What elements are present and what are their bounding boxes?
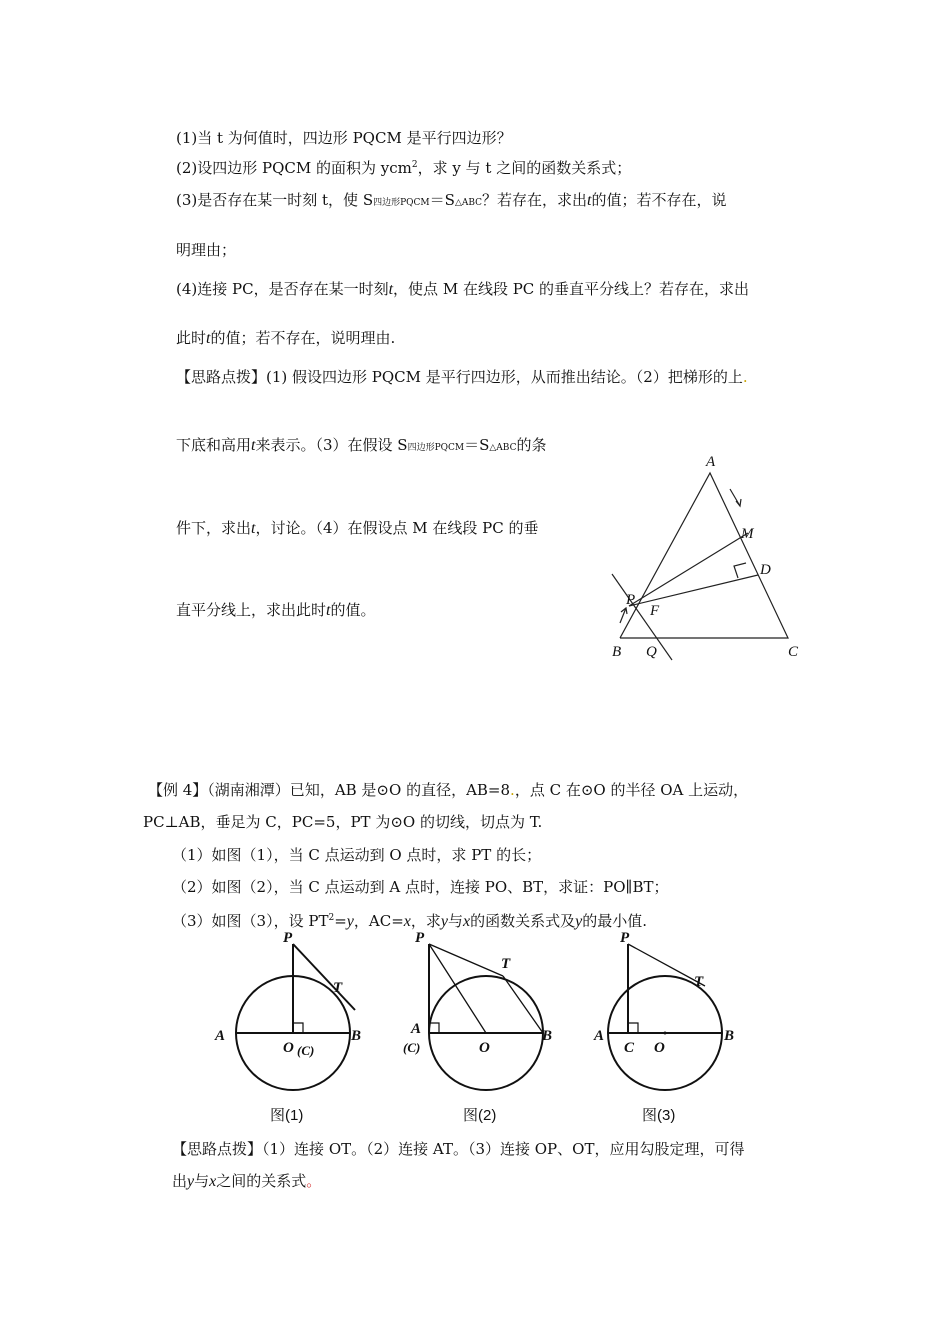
hint-line-1 — [176, 367, 748, 387]
segment-pm — [629, 533, 748, 606]
fig1-label-o: O — [283, 1040, 294, 1056]
right-angle-mark — [734, 563, 746, 578]
q4-text: (4)连接 PC，是否存在某一时刻 — [176, 280, 389, 298]
segment-pd — [629, 575, 758, 606]
ex4s3-var-y: y — [346, 913, 354, 930]
ex4s3-var-y2: y — [440, 913, 449, 930]
hint-ex4-line-1: 【思路点拨】（1）连接 OT。（2）连接 AT。（3）连接 OP、OT，应用勾股定理，可得 — [172, 1140, 745, 1158]
fig2-label-p: P — [415, 930, 425, 946]
fig2-label-a: A — [411, 1021, 422, 1037]
hint3-var-t: t — [251, 520, 256, 537]
ex4s3-sup: 2 — [328, 913, 335, 923]
q4-rest: ，使点 M 在线段 PC 的垂直平分线上？若存在，求出 — [393, 280, 750, 298]
q2-text-end: ，求 y 与 t 之间的函数关系式； — [417, 159, 632, 177]
hint2-var-t: t — [251, 437, 256, 454]
q3-subscript-1: 四边形PQCM — [373, 198, 430, 208]
question-1: (1)当 t 为何值时，四边形 PQCM 是平行四边形？ — [176, 129, 512, 147]
fig1-label-a: A — [215, 1028, 226, 1044]
q3-var-t: t — [587, 192, 592, 209]
ex4s3-g: 的最小值. — [582, 912, 648, 930]
label-d: D — [760, 562, 771, 578]
fig1-label-p: P — [283, 930, 293, 946]
hint4-text: 直平分线上，求出此时 — [176, 601, 327, 619]
q3-subscript-2: △ABC — [454, 198, 483, 208]
fig3-label-a: A — [594, 1028, 605, 1044]
triangle-abc — [620, 473, 788, 638]
fig2-label-b: B — [542, 1028, 553, 1044]
question-2 — [176, 155, 631, 178]
q4c-var-t: t — [206, 330, 211, 347]
center-point-o — [664, 1032, 667, 1035]
circle-figure-2 — [395, 930, 570, 1130]
fig2-label-t: T — [501, 956, 511, 972]
example-4-sub-3 — [172, 908, 647, 932]
fig1-label-c: (C) — [297, 1043, 315, 1058]
hint6-var-y: y — [187, 1173, 195, 1190]
ex4s3-c: ，AC= — [353, 912, 404, 930]
fig1-label-t: T — [333, 980, 343, 996]
q3-text: 3)是否存在某一时刻 t，使 S — [181, 191, 374, 209]
q3-eq: ＝S — [429, 191, 455, 209]
label-q: Q — [646, 644, 657, 660]
hint4-rest: 的值。 — [330, 601, 376, 619]
example-4-sub-1: （1）如图（1），当 C 点运动到 O 点时，求 PT 的长； — [172, 846, 542, 864]
q2-superscript: 2 — [411, 160, 418, 170]
hint-line-2 — [176, 435, 547, 458]
hint2-end: 的条 — [516, 436, 547, 454]
hint1-text: 【思路点拨】(1) 假设四边形 PQCM 是平行四边形，从而推出结论。（2）把梯形的上 — [176, 368, 743, 386]
q3-ask: ？若存在，求出 — [482, 191, 588, 209]
tangent-pt — [429, 944, 503, 976]
fig2-label-o: O — [479, 1040, 490, 1056]
fig3-label-t: T — [694, 974, 704, 990]
fig3-label-c: C — [624, 1040, 635, 1056]
hint-line-4 — [176, 600, 375, 621]
q4c-rest: 的值；若不存在，说明理由. — [210, 329, 396, 347]
question-3 — [176, 190, 727, 213]
example-4-sub-2: （2）如图（2），当 C 点运动到 A 点时，连接 PO、BT，求证：PO∥BT； — [172, 878, 669, 896]
ex4s3-e: 与 — [448, 912, 464, 930]
hint-line-3 — [176, 518, 539, 539]
ex4s3-d: ，求 — [410, 912, 441, 930]
hint4-var-t: t — [326, 602, 331, 619]
fig2-label-c: (C) — [403, 1040, 421, 1055]
triangle-figure — [600, 448, 820, 663]
q3-paren: ( — [176, 191, 182, 209]
question-4-continued — [176, 328, 395, 349]
ex4s3-a: （3）如图（3），设 PT — [172, 912, 329, 930]
ex4s3-var-x2: x — [463, 913, 471, 930]
label-b: B — [612, 644, 622, 660]
hint6-text-b: 与 — [194, 1172, 210, 1190]
hint2-subscript-1: 四边形PQCM — [407, 443, 465, 453]
fig3-label-b: B — [724, 1028, 735, 1044]
question-4 — [176, 279, 749, 300]
hint6-text: 出 — [172, 1172, 188, 1190]
example-4-title — [148, 780, 748, 800]
segment-bt — [503, 976, 543, 1033]
label-f: F — [650, 603, 660, 619]
hint2-text: 下底和高用 — [176, 436, 252, 454]
right-angle-mark — [628, 1023, 638, 1033]
ex4-text-b: ，点 C 在⊙O 的半径 OA 上运动， — [514, 781, 749, 799]
hint-ex4-line-2 — [172, 1171, 321, 1192]
hint2-subscript-2: △ABC — [489, 443, 517, 453]
hint3-rest: ，讨论。（4）在假设点 M 在线段 PC 的垂 — [255, 519, 539, 537]
hint2-eq: ＝S — [464, 436, 490, 454]
hint3-text: 件下，求出 — [176, 519, 252, 537]
ex4-text: 【例 4】（湖南湘潭）已知，AB 是⊙O 的直径，AB=8 — [148, 781, 511, 799]
fig1-label-b: B — [351, 1028, 362, 1044]
ex4s3-var-y3: y — [575, 913, 583, 930]
label-m: M — [741, 526, 754, 542]
fig3-label-p: P — [620, 930, 630, 946]
fig3-label-o: O — [654, 1040, 665, 1056]
example-4-line-2: PC⊥AB，垂足为 C，PC=5，PT 为⊙O 的切线，切点为 T. — [143, 813, 543, 831]
fig3-caption: 图(3) — [642, 1107, 676, 1124]
fig2-caption: 图(2) — [463, 1107, 497, 1124]
q2-text: (2)设四边形 PQCM 的面积为 ycm — [176, 159, 412, 177]
fig1-caption: 图(1) — [270, 1107, 304, 1124]
q4c-text: 此时 — [176, 329, 207, 347]
ex4s3-var-x: x — [403, 913, 411, 930]
circle-figure-1 — [205, 930, 375, 1130]
q3-rest: 的值；若不存在，说 — [591, 191, 727, 209]
label-p: P — [626, 592, 636, 608]
q4-var-t: t — [388, 281, 394, 298]
hint6-text-c: 之间的关系式 — [216, 1172, 307, 1190]
hint2-text-b: 来表示。（3）在假设 S — [255, 436, 408, 454]
segment-po — [429, 944, 486, 1033]
ex4s3-f: 的函数关系式及 — [470, 912, 576, 930]
hint1-dot: . — [742, 368, 748, 386]
hint6-var-x: x — [209, 1173, 217, 1190]
question-3-continued: 明理由； — [176, 241, 237, 259]
label-c: C — [788, 644, 799, 660]
ex4-dot: . — [510, 781, 515, 799]
label-a: A — [706, 454, 716, 470]
circle-figure-3 — [590, 930, 750, 1130]
right-angle-mark — [293, 1023, 303, 1033]
hint6-dot: 。 — [306, 1172, 322, 1190]
ex4s3-b: = — [334, 912, 347, 930]
